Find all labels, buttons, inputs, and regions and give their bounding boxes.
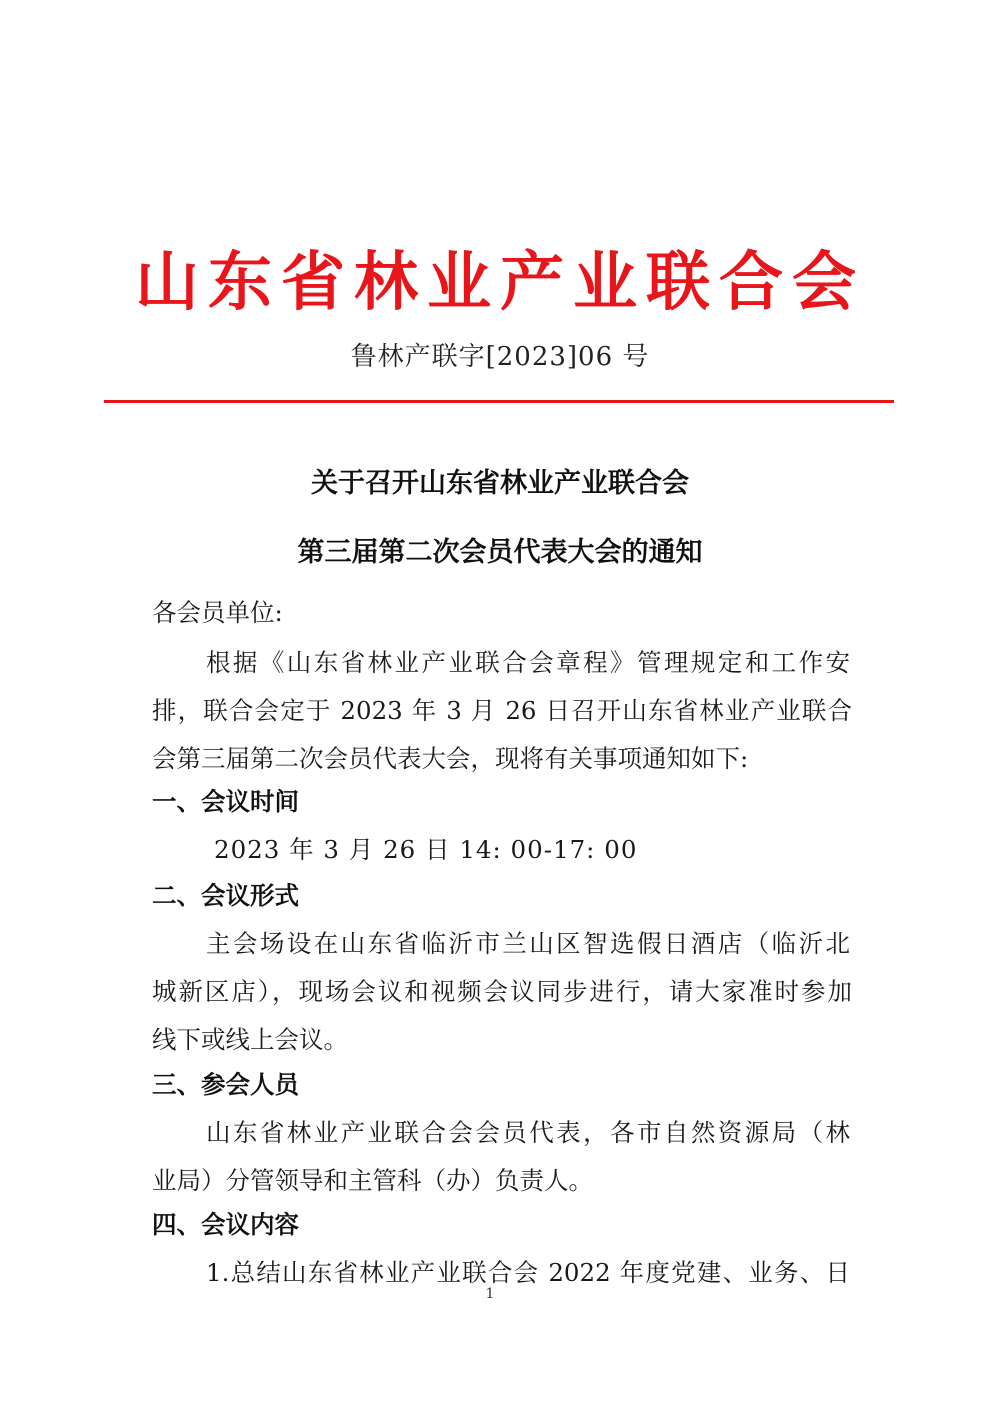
section-text-line: 山东省林业产业联合会会员代表，各市自然资源局（林 <box>206 1118 850 1147</box>
intro-line: 排，联合会定于 2023 年 3 月 26 日召开山东省林业产业联合 <box>152 696 852 725</box>
section-text-line: 1.总结山东省林业产业联合会 2022 年度党建、业务、日 <box>206 1258 850 1287</box>
section-heading-meeting-content: 四、会议内容 <box>152 1210 299 1239</box>
meeting-time-value: 2023 年 3 月 26 日 14: 00-17: 00 <box>214 835 638 864</box>
red-divider-line <box>104 400 894 403</box>
section-heading-attendees: 三、参会人员 <box>152 1070 299 1099</box>
section-heading-meeting-time: 一、会议时间 <box>152 787 299 816</box>
page-number: 1 <box>485 1286 495 1302</box>
section-text-line: 业局）分管领导和主管科（办）负责人。 <box>152 1166 593 1195</box>
section-text-line: 城新区店），现场会议和视频会议同步进行，请大家准时参加 <box>152 977 852 1006</box>
notice-title-line-2: 第三届第二次会员代表大会的通知 <box>297 537 703 568</box>
notice-title-line-1: 关于召开山东省林业产业联合会 <box>311 468 689 499</box>
section-text-line: 主会场设在山东省临沂市兰山区智选假日酒店（临沂北 <box>206 929 850 958</box>
salutation: 各会员单位: <box>152 598 283 627</box>
organization-name-header: 山东省林业产业联合会 <box>135 245 865 320</box>
intro-line: 根据《山东省林业产业联合会章程》管理规定和工作安 <box>206 648 850 677</box>
section-heading-meeting-format: 二、会议形式 <box>152 881 299 910</box>
intro-line: 会第三届第二次会员代表大会，现将有关事项通知如下: <box>152 744 749 773</box>
document-number: 鲁林产联字[2023]06 号 <box>350 342 650 372</box>
section-text-line: 线下或线上会议。 <box>152 1025 348 1054</box>
